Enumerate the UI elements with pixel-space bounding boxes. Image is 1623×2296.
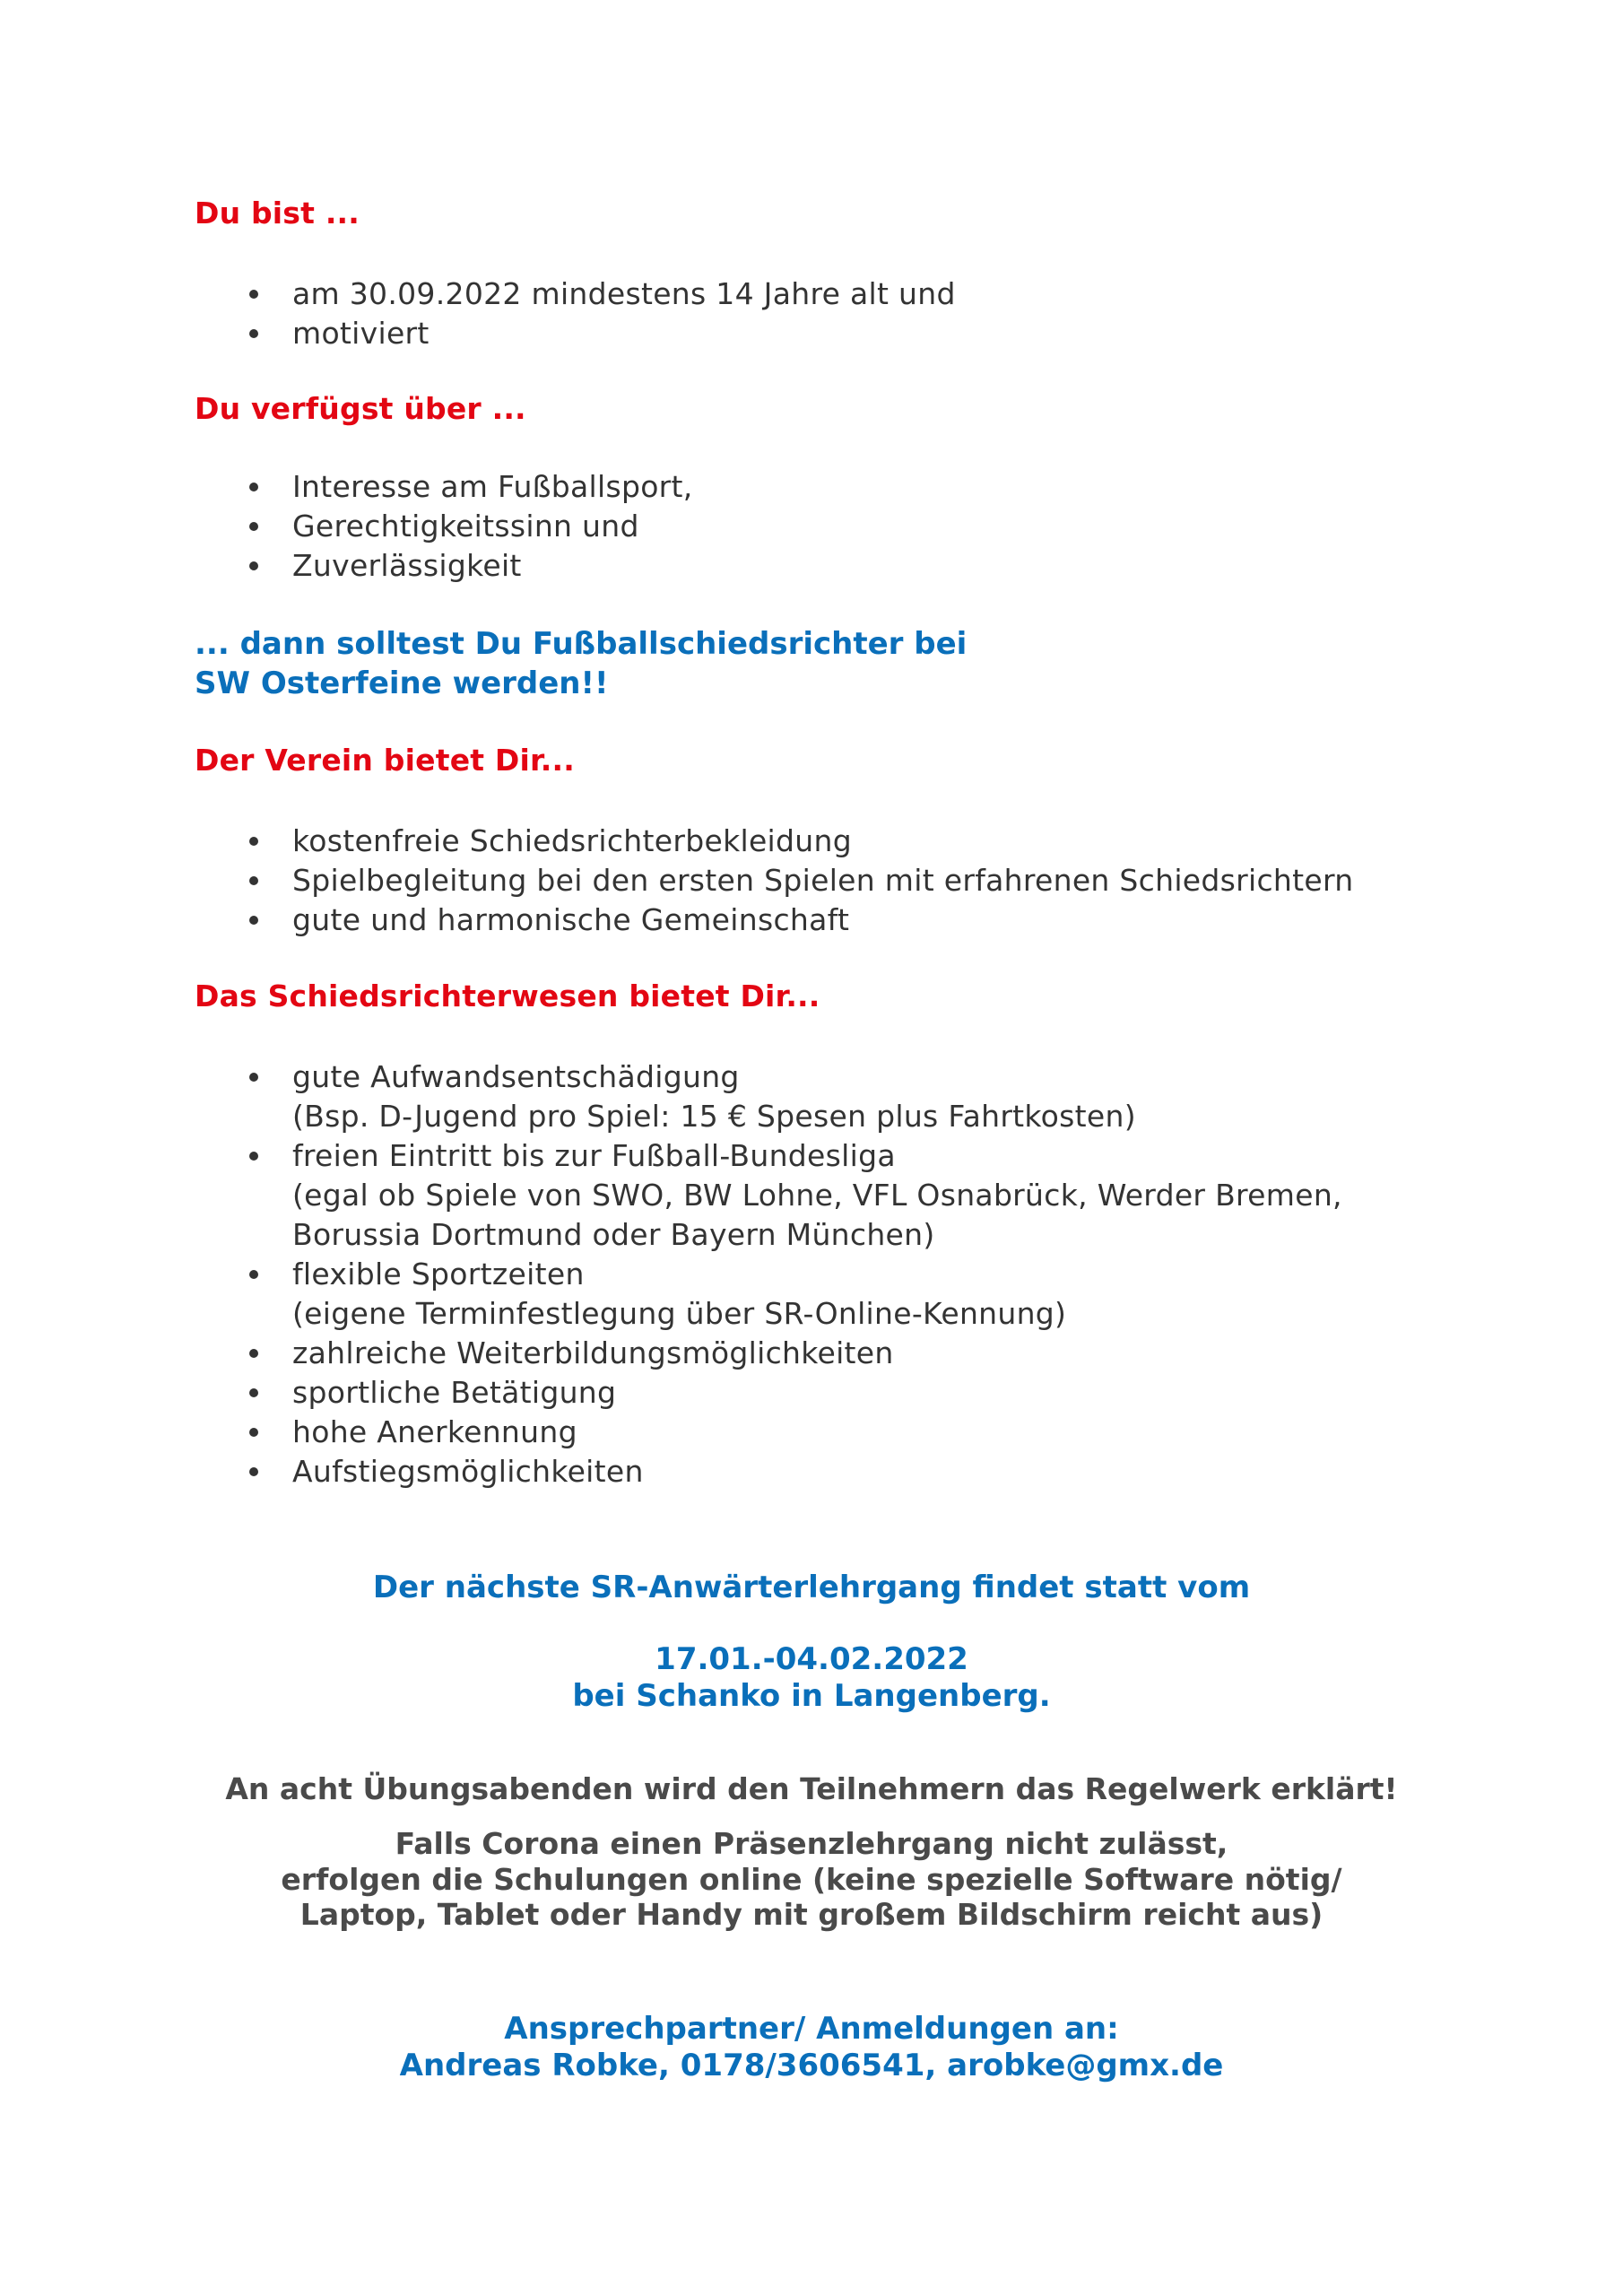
list-item-text: Aufstiegsmöglichkeiten <box>292 1454 644 1489</box>
list-item-subtext: Borussia Dortmund oder Bayern München) <box>292 1217 935 1252</box>
list-item-text: freien Eintritt bis zur Fußball-Bundesliga <box>292 1138 896 1173</box>
bullet-icon <box>249 1467 258 1476</box>
list-item-text: Spielbegleitung bei den ersten Spielen mit erfahrenen Schiedsrichtern <box>292 863 1354 898</box>
bullet-icon <box>249 1270 258 1279</box>
heading-schiedsrichterwesen-bietet: Das Schiedsrichterwesen bietet Dir... <box>195 978 820 1013</box>
separator: , <box>657 2048 681 2083</box>
list-item <box>0 274 956 314</box>
list-item-text: flexible Sportzeiten <box>292 1257 585 1292</box>
list-du-verfuegst <box>0 467 693 586</box>
list-item-text: hohe Anerkennung <box>292 1414 577 1449</box>
separator: , <box>924 2048 948 2083</box>
contact-name: Andreas Robke <box>399 2048 658 2083</box>
list-item-text: kostenfreie Schiedsrichterbekleidung <box>292 823 852 858</box>
list-item-subtext: (Bsp. D-Jugend pro Spiel: 15 € Spesen plus Fahrtkosten) <box>292 1099 1136 1134</box>
call-to-action <box>195 624 967 703</box>
bullet-icon <box>249 290 258 299</box>
corona-note-line-2: erfolgen die Schulungen online (keine spezielle Software nötig/ <box>281 1862 1342 1897</box>
list-item <box>0 314 956 353</box>
bullet-icon <box>249 1428 258 1437</box>
list-item <box>0 1452 1342 1492</box>
list-item <box>0 507 693 546</box>
bullet-icon <box>249 329 258 338</box>
list-item-text: zahlreiche Weiterbildungsmöglichkeiten <box>292 1335 894 1370</box>
list-item <box>0 1334 1342 1373</box>
list-item-text: sportliche Betätigung <box>292 1375 617 1410</box>
corona-note-line-3: Laptop, Tablet oder Handy mit großem Bildschirm reicht aus) <box>299 1897 1324 1932</box>
bullet-icon <box>249 561 258 570</box>
list-item <box>0 467 693 507</box>
bullet-icon <box>249 916 258 925</box>
list-item <box>0 1413 1342 1452</box>
list-schiedsrichterwesen-bietet <box>0 1057 1342 1492</box>
course-location: bei Schanko in Langenberg. <box>572 1678 1051 1714</box>
corona-note-line-1: Falls Corona einen Präsenzlehrgang nicht zulässt, <box>395 1826 1228 1861</box>
list-item-subtext: (egal ob Spiele von SWO, BW Lohne, VFL Osnabrück, Werder Bremen, <box>292 1178 1342 1213</box>
list-item <box>0 1255 1342 1334</box>
bullet-icon <box>249 1388 258 1397</box>
list-verein-bietet <box>0 822 1353 940</box>
bullet-icon <box>249 522 258 531</box>
list-item-text: gute Aufwandsentschädigung <box>292 1059 740 1094</box>
bullet-icon <box>249 1152 258 1161</box>
course-intro: Der nächste SR-Anwärterlehrgang findet statt vom <box>372 1570 1251 1605</box>
bullet-icon <box>249 876 258 885</box>
contact-details <box>0 2048 1623 2084</box>
list-item <box>0 822 1353 861</box>
list-item <box>0 900 1353 940</box>
bullet-icon <box>249 837 258 846</box>
list-item <box>0 1136 1342 1255</box>
list-du-bist <box>0 274 956 353</box>
list-item-text: Zuverlässigkeit <box>292 548 522 583</box>
call-to-action-line-1: ... dann solltest Du Fußballschiedsrichter bei <box>195 626 968 662</box>
list-item <box>0 1373 1342 1413</box>
list-item-text: am 30.09.2022 mindestens 14 Jahre alt und <box>292 276 956 311</box>
list-item-text: Interesse am Fußballsport, <box>292 469 693 504</box>
heading-du-verfuegst: Du verfügst über ... <box>195 391 526 426</box>
contact-phone[interactable]: 0178/3606541 <box>680 2048 925 2083</box>
list-item <box>0 546 693 586</box>
list-item-text: motiviert <box>292 316 430 351</box>
bullet-icon <box>249 483 258 491</box>
heading-du-bist: Du bist ... <box>195 196 360 230</box>
call-to-action-line-2: SW Osterfeine werden!! <box>195 665 609 701</box>
list-item-subtext: (eigene Terminfestlegung über SR-Online-Kennung) <box>292 1296 1067 1331</box>
course-dates: 17.01.-04.02.2022 <box>655 1641 968 1677</box>
contact-label: Ansprechpartner/ Anmeldungen an: <box>504 2011 1119 2047</box>
bullet-icon <box>249 1073 258 1082</box>
list-item-text: Gerechtigkeitssinn und <box>292 509 639 544</box>
bullet-icon <box>249 1349 258 1358</box>
list-item <box>0 1057 1342 1136</box>
list-item-text: gute und harmonische Gemeinschaft <box>292 902 850 937</box>
heading-verein-bietet: Der Verein bietet Dir... <box>195 743 576 778</box>
contact-email[interactable]: arobke@gmx.de <box>947 2048 1224 2083</box>
evenings-note: An acht Übungsabenden wird den Teilnehmern das Regelwerk erklärt! <box>225 1771 1398 1806</box>
list-item <box>0 861 1353 900</box>
